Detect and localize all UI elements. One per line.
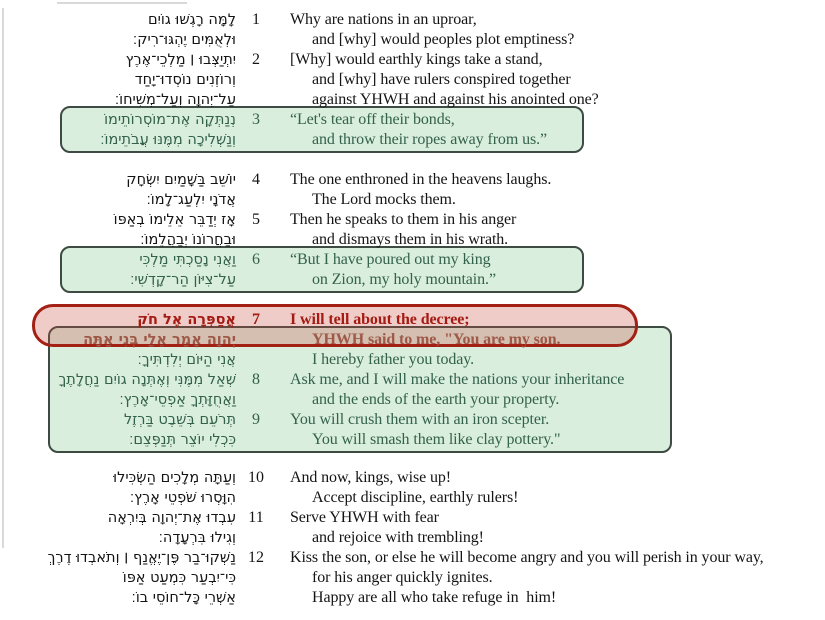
verse-line: [0, 588, 825, 608]
hebrew-text: נְנַתְּקָה אֶת־מוֹסְרוֹתֵימוֹ: [104, 112, 236, 128]
hebrew-text: עַל־יְהוָה וְעַל־מְשִׁיחוֹ׃: [114, 92, 236, 108]
english-text: “But I have poured out my king: [290, 251, 491, 268]
verse-number: 3: [252, 111, 260, 128]
verse-line: [0, 210, 825, 230]
hebrew-text: תְּרֹעֵם בְּשֵׁבֶט בַּרְזֶל: [123, 412, 236, 428]
hebrew-text: אַשְׁרֵי כָּל־חוֹסֵי בוֹ׃: [131, 590, 236, 606]
verse-line: [0, 230, 825, 250]
verse-line: [0, 430, 825, 450]
english-text: Then he speaks to them in his anger: [290, 211, 517, 228]
hebrew-text: שְׁאַל מִמֶּנִּי וְאֶתְּנָה גוֹיִם נַחֲלָתֶךָ: [58, 372, 236, 388]
verse-line: [0, 50, 825, 70]
verse-line: [0, 190, 825, 210]
english-text: Happy are all who take refuge in him!: [312, 589, 557, 606]
verse-number: 10: [248, 469, 264, 486]
english-text: Accept discipline, earthly rulers!: [312, 489, 519, 506]
verse-line: [0, 488, 825, 508]
hebrew-text: אֲנִי הַיּוֹם יְלִדְתִּיךָ׃: [137, 352, 236, 368]
verse-number: 2: [252, 51, 260, 68]
english-text: and [why] would peoples plot emptiness?: [312, 31, 575, 48]
verse-number: 5: [252, 211, 260, 228]
hebrew-text: וְעַתָּה מְלָכִים הַשְׂכִּילוּ: [113, 470, 236, 486]
english-text: The one enthroned in the heavens laughs.: [290, 171, 552, 188]
english-text: You will crush them with an iron scepter.: [290, 411, 550, 428]
english-text: for his anger quickly ignites.: [312, 569, 493, 586]
hebrew-text: וַאֲנִי נָסַכְתִּי מַלְכִּי: [139, 252, 236, 268]
hebrew-text: יוֹשֵׁב בַּשָּׁמַיִם יִשְׂחָק: [126, 172, 236, 188]
english-text: Kiss the son, or else he will become angry and you will perish in your way,: [290, 549, 764, 566]
hebrew-text: הִוָּסְרוּ שֹׁפְטֵי אָרֶץ׃: [129, 490, 236, 506]
verse-line: [0, 170, 825, 190]
verse-line: [0, 330, 825, 350]
hebrew-text: יִתְיַצְּבוּ ׀ מַלְכֵי־אֶרֶץ: [125, 52, 236, 68]
hebrew-text: לָמָּה רָגְשׁוּ גוֹיִם: [148, 12, 236, 28]
verse-number: 9: [252, 411, 260, 428]
verse-number: 6: [252, 251, 260, 268]
verse-line: [0, 370, 825, 390]
english-text: and dismays them in his wrath.: [312, 231, 509, 248]
english-text: Ask me, and I will make the nations your inheritance: [290, 371, 625, 388]
verse-line: [0, 350, 825, 370]
hebrew-text: כִּי־יִבְעַר כִּמְעַט אַפּוֹ: [122, 570, 236, 586]
hebrew-text: וְגִילוּ בִּרְעָדָה׃: [158, 530, 236, 546]
english-text: against YHWH and against his anointed one?: [312, 91, 599, 108]
verse-line: [0, 390, 825, 410]
english-text: and rejoice with trembling!: [312, 529, 484, 546]
verse-number: 8: [252, 371, 260, 388]
english-text: I hereby father you today.: [312, 351, 475, 368]
verse-line: [0, 508, 825, 528]
english-text: Serve YHWH with fear: [290, 509, 439, 526]
verse-line: [0, 528, 825, 548]
verse-line: [0, 110, 825, 130]
verse-line: [0, 468, 825, 488]
english-text: And now, kings, wise up!: [290, 469, 451, 486]
hebrew-text: כִּכְלִי יוֹצֵר תְּנַפְּצֵם׃: [129, 432, 236, 448]
hebrew-text: אָז יְדַבֵּר אֵלֵימוֹ בְאַפּוֹ: [113, 212, 236, 228]
verse-line: [0, 90, 825, 110]
english-text: The Lord mocks them.: [312, 191, 456, 208]
verse-line: [0, 70, 825, 90]
hebrew-text: עַל־צִיּוֹן הַר־קָדְשִׁי׃: [130, 272, 236, 288]
verse-number: 4: [252, 171, 260, 188]
verse-line: [0, 310, 825, 330]
verse-line: [0, 270, 825, 290]
hebrew-text: יְהוָה אָמַר אֵלַי בְּנִי אַתָּה: [83, 332, 236, 348]
verse-line: [0, 568, 825, 588]
hebrew-text: עִבְדוּ אֶת־יְהוָה בְּיִרְאָה: [107, 510, 236, 526]
verse-number: 11: [248, 509, 264, 526]
hebrew-text: וְרוֹזְנִים נוֹסְדוּ־יָחַד: [134, 72, 236, 88]
hebrew-text: וְנַשְׁלִיכָה מִמֶּנּוּ עֲבֹתֵימוֹ׃: [100, 132, 236, 148]
verse-line: [0, 130, 825, 150]
english-text: You will smash them like clay pottery.": [312, 431, 561, 448]
verse-number: 7: [252, 311, 260, 328]
hebrew-text: נַשְּׁקוּ־בַר פֶּן־יֶאֱנַף ׀ וְתֹאבְדוּ דֶרֶךְ: [47, 550, 236, 566]
english-text: I will tell about the decree;: [290, 311, 470, 328]
verse-line: [0, 10, 825, 30]
english-text: Why are nations in an uproar,: [290, 11, 477, 28]
verse-line: [0, 250, 825, 270]
verse-number: 1: [252, 11, 260, 28]
hebrew-text: וַאֲחֻזָּתְךָ אַפְסֵי־אָרֶץ׃: [119, 392, 236, 408]
hebrew-text: אֲדֹנָי יִלְעַג־לָמוֹ׃: [146, 192, 236, 208]
hebrew-text: וּבַחֲרוֹנוֹ יְבַהֲלֵמוֹ׃: [140, 232, 236, 248]
verse-number: 12: [248, 549, 264, 566]
verse-line: [0, 30, 825, 50]
english-text: on Zion, my holy mountain.”: [312, 271, 496, 288]
hebrew-text: וּלְאֻמִּים יֶהְגּוּ־רִיק׃: [132, 32, 236, 48]
english-text: “Let's tear off their bonds,: [290, 111, 455, 128]
english-text: and the ends of the earth your property.: [312, 391, 560, 408]
english-text: [Why] would earthly kings take a stand,: [290, 51, 543, 68]
verse-line: [0, 410, 825, 430]
english-text: YHWH said to me, "You are my son.: [312, 331, 561, 348]
verse-line: [0, 548, 825, 568]
hebrew-text: אֲסַפְּרָה אֶל חֹק: [137, 312, 236, 328]
english-text: and throw their ropes away from us.”: [312, 131, 547, 148]
english-text: and [why] have rulers conspired together: [312, 71, 571, 88]
